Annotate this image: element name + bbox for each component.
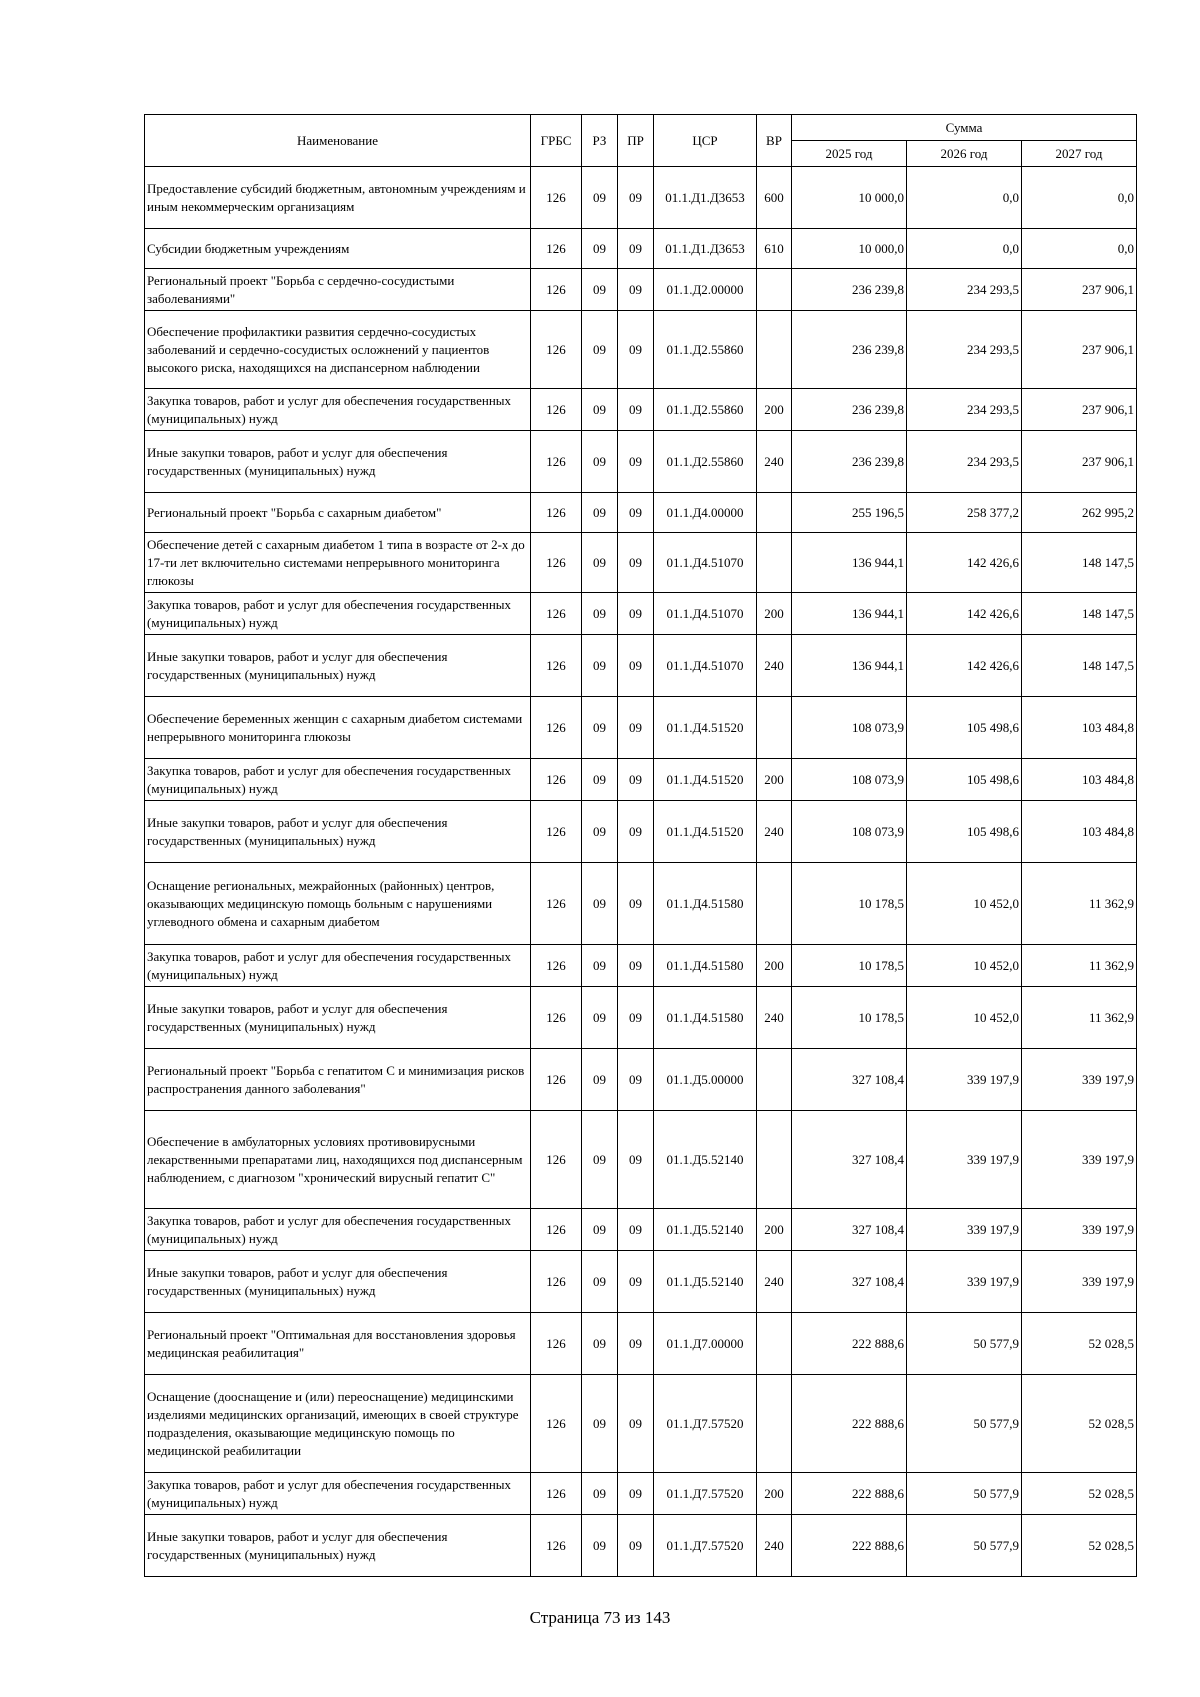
row-grbs: 126 [531,987,582,1049]
table-row [145,493,1137,533]
row-amount-2027: 237 906,1 [1022,431,1137,493]
row-vr: 200 [757,945,792,987]
row-name: Оснащение региональных, межрайонных (районных) центров, оказывающих медицинскую помощь больным с нарушениями углеводного обмена и сахарным диабетом [145,863,531,945]
row-grbs: 126 [531,863,582,945]
header-pr: ПР [618,115,654,167]
row-amount-2025: 222 888,6 [792,1313,907,1375]
row-name: Иные закупки товаров, работ и услуг для обеспечения государственных (муниципальных) нужд [145,635,531,697]
row-pr: 09 [618,1111,654,1209]
row-amount-2025: 222 888,6 [792,1515,907,1577]
table-row [145,533,1137,593]
row-pr: 09 [618,635,654,697]
row-amount-2026: 142 426,6 [907,593,1022,635]
row-rz: 09 [582,1515,618,1577]
row-vr [757,1313,792,1375]
row-grbs: 126 [531,269,582,311]
row-amount-2026: 142 426,6 [907,533,1022,593]
row-amount-2025: 222 888,6 [792,1473,907,1515]
row-grbs: 126 [531,533,582,593]
row-pr: 09 [618,493,654,533]
row-grbs: 126 [531,801,582,863]
row-csr: 01.1.Д5.52140 [654,1209,757,1251]
row-amount-2025: 327 108,4 [792,1111,907,1209]
row-rz: 09 [582,1111,618,1209]
header-vr: ВР [757,115,792,167]
row-rz: 09 [582,431,618,493]
row-pr: 09 [618,1313,654,1375]
row-amount-2026: 105 498,6 [907,759,1022,801]
row-amount-2027: 0,0 [1022,229,1137,269]
row-name: Закупка товаров, работ и услуг для обеспечения государственных (муниципальных) нужд [145,1473,531,1515]
row-grbs: 126 [531,1111,582,1209]
row-grbs: 126 [531,1049,582,1111]
row-vr: 610 [757,229,792,269]
row-amount-2025: 136 944,1 [792,635,907,697]
row-vr [757,863,792,945]
row-name: Обеспечение в амбулаторных условиях противовирусными лекарственными препаратами лиц, находящихся под диспансерным наблюдением, с диагнозом "хронический вирусный гепатит С" [145,1111,531,1209]
row-amount-2025: 327 108,4 [792,1209,907,1251]
row-pr: 09 [618,593,654,635]
row-rz: 09 [582,635,618,697]
row-amount-2027: 52 028,5 [1022,1473,1137,1515]
row-vr: 600 [757,167,792,229]
row-pr: 09 [618,1049,654,1111]
row-pr: 09 [618,987,654,1049]
row-rz: 09 [582,1251,618,1313]
table-row [145,431,1137,493]
row-csr: 01.1.Д4.51580 [654,863,757,945]
row-rz: 09 [582,167,618,229]
row-csr: 01.1.Д5.52140 [654,1251,757,1313]
table-header [145,115,1137,167]
row-pr: 09 [618,1209,654,1251]
row-rz: 09 [582,697,618,759]
row-amount-2025: 10 178,5 [792,987,907,1049]
row-amount-2025: 236 239,8 [792,389,907,431]
row-csr: 01.1.Д4.51520 [654,759,757,801]
row-amount-2026: 10 452,0 [907,945,1022,987]
row-name: Закупка товаров, работ и услуг для обеспечения государственных (муниципальных) нужд [145,1209,531,1251]
header-name: Наименование [145,115,531,167]
row-grbs: 126 [531,311,582,389]
header-grbs: ГРБС [531,115,582,167]
row-amount-2025: 236 239,8 [792,269,907,311]
row-pr: 09 [618,311,654,389]
table-row [145,1209,1137,1251]
row-pr: 09 [618,167,654,229]
row-grbs: 126 [531,493,582,533]
row-csr: 01.1.Д1.Д3653 [654,229,757,269]
row-grbs: 126 [531,1313,582,1375]
row-name: Иные закупки товаров, работ и услуг для обеспечения государственных (муниципальных) нужд [145,987,531,1049]
table-row [145,311,1137,389]
row-amount-2027: 148 147,5 [1022,533,1137,593]
row-grbs: 126 [531,1251,582,1313]
row-csr: 01.1.Д4.51070 [654,635,757,697]
row-amount-2026: 234 293,5 [907,269,1022,311]
row-name: Иные закупки товаров, работ и услуг для обеспечения государственных (муниципальных) нужд [145,801,531,863]
row-amount-2027: 11 362,9 [1022,945,1137,987]
row-rz: 09 [582,945,618,987]
row-pr: 09 [618,759,654,801]
table-body [145,167,1137,1577]
row-amount-2025: 108 073,9 [792,759,907,801]
row-grbs: 126 [531,759,582,801]
row-pr: 09 [618,945,654,987]
row-csr: 01.1.Д4.51070 [654,533,757,593]
row-pr: 09 [618,1515,654,1577]
row-rz: 09 [582,1209,618,1251]
row-amount-2026: 234 293,5 [907,431,1022,493]
row-amount-2027: 52 028,5 [1022,1515,1137,1577]
row-vr [757,1375,792,1473]
row-vr [757,493,792,533]
row-grbs: 126 [531,1209,582,1251]
row-csr: 01.1.Д7.57520 [654,1473,757,1515]
row-amount-2027: 262 995,2 [1022,493,1137,533]
row-amount-2026: 50 577,9 [907,1313,1022,1375]
row-amount-2026: 105 498,6 [907,801,1022,863]
row-rz: 09 [582,759,618,801]
row-vr [757,697,792,759]
row-amount-2025: 222 888,6 [792,1375,907,1473]
row-amount-2026: 234 293,5 [907,389,1022,431]
row-amount-2025: 136 944,1 [792,593,907,635]
row-grbs: 126 [531,389,582,431]
table-row [145,759,1137,801]
table-row [145,697,1137,759]
row-grbs: 126 [531,167,582,229]
row-vr: 240 [757,431,792,493]
row-amount-2027: 148 147,5 [1022,593,1137,635]
header-rz: РЗ [582,115,618,167]
row-amount-2026: 50 577,9 [907,1473,1022,1515]
header-year-2027: 2027 год [1022,141,1137,167]
row-grbs: 126 [531,229,582,269]
row-name: Региональный проект "Оптимальная для восстановления здоровья медицинская реабилитация" [145,1313,531,1375]
row-csr: 01.1.Д2.55860 [654,431,757,493]
row-name: Закупка товаров, работ и услуг для обеспечения государственных (муниципальных) нужд [145,759,531,801]
row-amount-2025: 236 239,8 [792,431,907,493]
row-vr [757,311,792,389]
row-amount-2027: 11 362,9 [1022,987,1137,1049]
row-csr: 01.1.Д7.57520 [654,1375,757,1473]
row-grbs: 126 [531,1515,582,1577]
row-pr: 09 [618,269,654,311]
row-vr [757,1049,792,1111]
row-amount-2025: 10 000,0 [792,229,907,269]
table-row [145,389,1137,431]
budget-table [144,114,1137,1577]
row-vr [757,533,792,593]
row-pr: 09 [618,1375,654,1473]
row-vr [757,1111,792,1209]
header-csr: ЦСР [654,115,757,167]
row-amount-2026: 234 293,5 [907,311,1022,389]
table-row [145,1111,1137,1209]
row-pr: 09 [618,863,654,945]
row-rz: 09 [582,493,618,533]
row-pr: 09 [618,389,654,431]
table-row [145,229,1137,269]
row-amount-2027: 11 362,9 [1022,863,1137,945]
row-pr: 09 [618,431,654,493]
row-rz: 09 [582,311,618,389]
row-pr: 09 [618,533,654,593]
row-csr: 01.1.Д5.52140 [654,1111,757,1209]
row-rz: 09 [582,1049,618,1111]
row-grbs: 126 [531,945,582,987]
row-amount-2026: 258 377,2 [907,493,1022,533]
row-amount-2026: 0,0 [907,229,1022,269]
row-name: Иные закупки товаров, работ и услуг для обеспечения государственных (муниципальных) нужд [145,1515,531,1577]
table-row [145,1251,1137,1313]
row-amount-2026: 339 197,9 [907,1111,1022,1209]
row-amount-2027: 237 906,1 [1022,389,1137,431]
row-pr: 09 [618,1473,654,1515]
row-rz: 09 [582,987,618,1049]
row-csr: 01.1.Д4.51520 [654,801,757,863]
table-row [145,167,1137,229]
row-amount-2027: 52 028,5 [1022,1313,1137,1375]
table-row [145,863,1137,945]
row-rz: 09 [582,389,618,431]
row-pr: 09 [618,801,654,863]
row-amount-2025: 108 073,9 [792,801,907,863]
row-amount-2027: 52 028,5 [1022,1375,1137,1473]
row-name: Обеспечение беременных женщин с сахарным диабетом системами непрерывного мониторинга глюкозы [145,697,531,759]
table-row [145,269,1137,311]
row-amount-2026: 339 197,9 [907,1049,1022,1111]
row-amount-2027: 339 197,9 [1022,1111,1137,1209]
row-grbs: 126 [531,431,582,493]
row-amount-2025: 108 073,9 [792,697,907,759]
row-vr: 200 [757,593,792,635]
row-csr: 01.1.Д4.51520 [654,697,757,759]
row-amount-2027: 339 197,9 [1022,1251,1137,1313]
row-grbs: 126 [531,1375,582,1473]
row-name: Закупка товаров, работ и услуг для обеспечения государственных (муниципальных) нужд [145,593,531,635]
row-csr: 01.1.Д2.55860 [654,311,757,389]
row-name: Региональный проект "Борьба с гепатитом С и минимизация рисков распространения данного заболевания" [145,1049,531,1111]
table-row [145,1313,1137,1375]
row-rz: 09 [582,1313,618,1375]
header-year-2025: 2025 год [792,141,907,167]
row-csr: 01.1.Д4.51580 [654,987,757,1049]
row-name: Иные закупки товаров, работ и услуг для обеспечения государственных (муниципальных) нужд [145,1251,531,1313]
row-amount-2025: 255 196,5 [792,493,907,533]
row-rz: 09 [582,1473,618,1515]
row-rz: 09 [582,533,618,593]
row-grbs: 126 [531,635,582,697]
table-row [145,593,1137,635]
row-rz: 09 [582,801,618,863]
row-csr: 01.1.Д4.00000 [654,493,757,533]
row-csr: 01.1.Д2.55860 [654,389,757,431]
row-vr: 240 [757,1515,792,1577]
row-csr: 01.1.Д5.00000 [654,1049,757,1111]
table-row [145,1473,1137,1515]
page-number: Страница 73 из 143 [529,1608,671,1627]
row-vr: 200 [757,1209,792,1251]
row-amount-2025: 10 178,5 [792,863,907,945]
row-amount-2027: 103 484,8 [1022,801,1137,863]
row-amount-2026: 10 452,0 [907,987,1022,1049]
row-name: Региональный проект "Борьба с сердечно-сосудистыми заболеваниями" [145,269,531,311]
row-grbs: 126 [531,1473,582,1515]
row-name: Предоставление субсидий бюджетным, автономным учреждениям и иным некоммерческим организациям [145,167,531,229]
table-row [145,801,1137,863]
table-row [145,1049,1137,1111]
row-name: Обеспечение детей с сахарным диабетом 1 типа в возрасте от 2-х до 17-ти лет включительно системами непрерывного мониторинга глюкозы [145,533,531,593]
header-sum: Сумма [792,115,1137,141]
row-pr: 09 [618,229,654,269]
row-amount-2026: 50 577,9 [907,1515,1022,1577]
row-pr: 09 [618,697,654,759]
row-csr: 01.1.Д1.Д3653 [654,167,757,229]
row-vr [757,269,792,311]
row-amount-2025: 136 944,1 [792,533,907,593]
row-amount-2026: 339 197,9 [907,1251,1022,1313]
row-amount-2026: 50 577,9 [907,1375,1022,1473]
table-row [145,987,1137,1049]
row-name: Иные закупки товаров, работ и услуг для обеспечения государственных (муниципальных) нужд [145,431,531,493]
row-amount-2025: 10 000,0 [792,167,907,229]
row-pr: 09 [618,1251,654,1313]
row-vr: 200 [757,759,792,801]
row-name: Закупка товаров, работ и услуг для обеспечения государственных (муниципальных) нужд [145,945,531,987]
table-row [145,1375,1137,1473]
row-amount-2027: 103 484,8 [1022,759,1137,801]
row-vr: 240 [757,987,792,1049]
row-amount-2026: 10 452,0 [907,863,1022,945]
row-amount-2027: 103 484,8 [1022,697,1137,759]
row-amount-2025: 236 239,8 [792,311,907,389]
row-rz: 09 [582,863,618,945]
row-rz: 09 [582,269,618,311]
row-amount-2027: 339 197,9 [1022,1049,1137,1111]
table-row [145,945,1137,987]
row-csr: 01.1.Д7.57520 [654,1515,757,1577]
header-year-2026: 2026 год [907,141,1022,167]
row-rz: 09 [582,229,618,269]
row-amount-2025: 10 178,5 [792,945,907,987]
header-row-top [145,115,1137,141]
row-amount-2026: 339 197,9 [907,1209,1022,1251]
row-vr: 240 [757,801,792,863]
row-name: Региональный проект "Борьба с сахарным диабетом" [145,493,531,533]
row-amount-2027: 148 147,5 [1022,635,1137,697]
row-amount-2026: 105 498,6 [907,697,1022,759]
row-grbs: 126 [531,593,582,635]
row-name: Оснащение (дооснащение и (или) переоснащение) медицинскими изделиями медицинских организаций, имеющих в своей структуре подразделения, оказывающие медицинскую помощь по медицинской реабилитации [145,1375,531,1473]
row-name: Субсидии бюджетным учреждениям [145,229,531,269]
row-rz: 09 [582,593,618,635]
row-vr: 240 [757,1251,792,1313]
row-csr: 01.1.Д4.51070 [654,593,757,635]
row-amount-2027: 0,0 [1022,167,1137,229]
row-amount-2027: 237 906,1 [1022,269,1137,311]
row-amount-2027: 339 197,9 [1022,1209,1137,1251]
row-csr: 01.1.Д2.00000 [654,269,757,311]
row-amount-2027: 237 906,1 [1022,311,1137,389]
row-amount-2025: 327 108,4 [792,1049,907,1111]
row-vr: 200 [757,1473,792,1515]
row-amount-2026: 142 426,6 [907,635,1022,697]
row-csr: 01.1.Д4.51580 [654,945,757,987]
row-name: Обеспечение профилактики развития сердечно-сосудистых заболеваний и сердечно-сосудистых осложнений у пациентов высокого риска, находящихся на диспансерном наблюдении [145,311,531,389]
row-name: Закупка товаров, работ и услуг для обеспечения государственных (муниципальных) нужд [145,389,531,431]
row-amount-2026: 0,0 [907,167,1022,229]
row-vr: 200 [757,389,792,431]
table-row [145,1515,1137,1577]
row-grbs: 126 [531,697,582,759]
row-amount-2025: 327 108,4 [792,1251,907,1313]
row-rz: 09 [582,1375,618,1473]
row-csr: 01.1.Д7.00000 [654,1313,757,1375]
table-row [145,635,1137,697]
row-vr: 240 [757,635,792,697]
